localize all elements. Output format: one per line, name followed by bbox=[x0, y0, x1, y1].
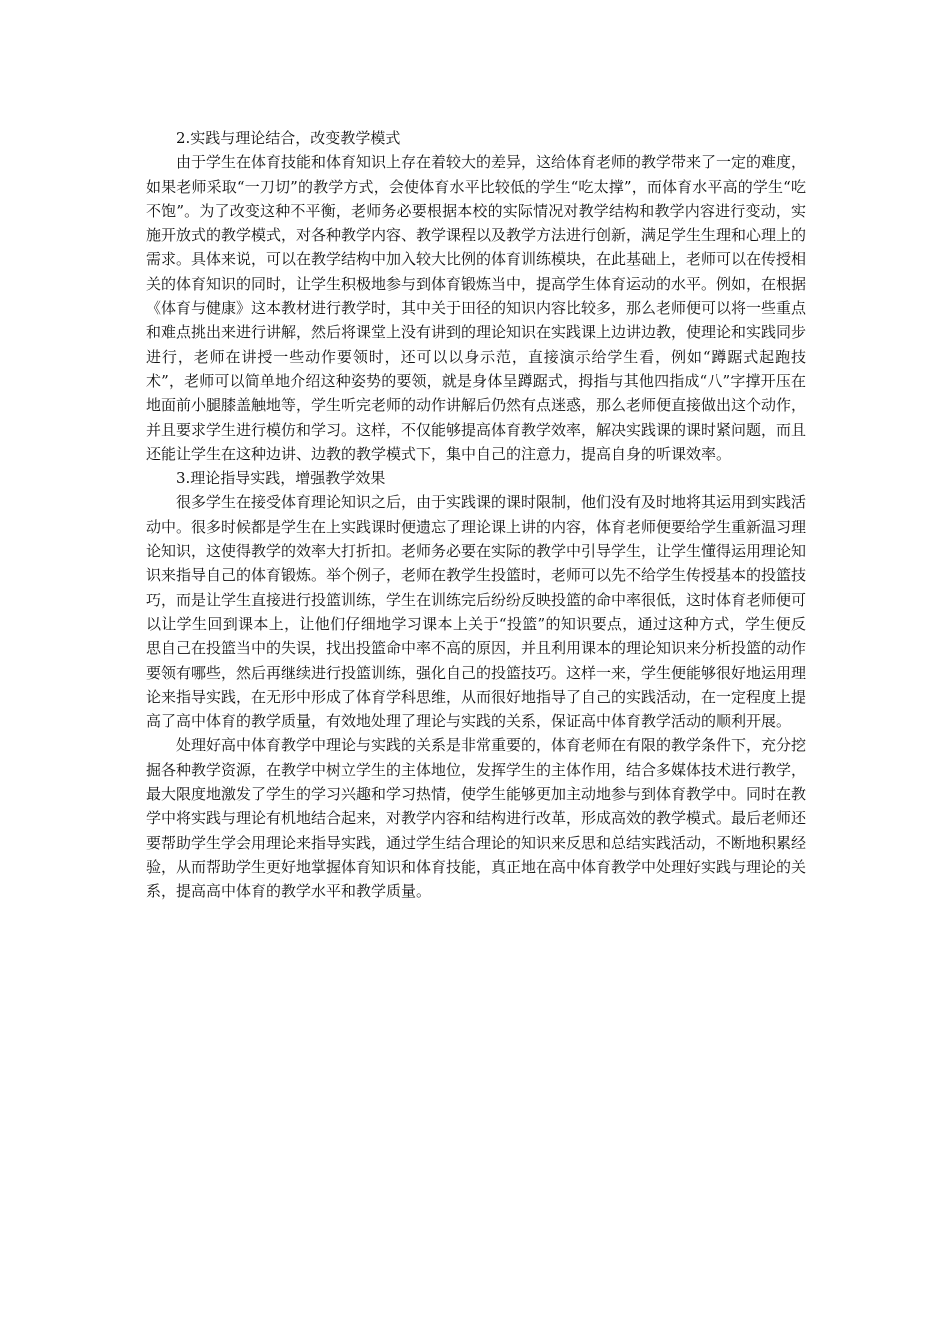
document-body bbox=[146, 126, 806, 904]
section-heading-practice-theory: 2.实践与理论结合，改变教学模式 bbox=[176, 129, 401, 147]
paragraph-shooting-example: 很多学生在接受体育理论知识之后，由于实践课的课时限制，他们没有及时地将其运用到实践活动中。很多时候都是学生在上实践课时便遗忘了理论课上讲的内容，体育老师便要给学生重新温习理论知识，这使得教学的效率大打折扣。老师务必要在实际的教学中引导学生，让学生懂得运用理论知识来指导自己的体育锻炼。举个例子，老师在教学生投篮时，老师可以先不给学生传授基本的投篮技巧，而是让学生直接进行投篮训练，学生在训练完后纷纷反映投篮的命中率很低，这时体育老师便可以让学生回到课本上，让他们仔细地学习课本上关于“投篮”的知识要点，通过这种方式，学生便反思自己在投篮当中的失误，找出投篮命中率不高的原因，并且利用课本的理论知识来分析投篮的动作要领有哪些，然后再继续进行投篮训练，强化自己的投篮技巧。这样一来，学生便能够很好地运用理论来指导实践，在无形中形成了体育学科思维，从而很好地指导了自己的实践活动，在一定程度上提高了高中体育的教学质量，有效地处理了理论与实践的关系，保证高中体育教学活动的顺利开展。 bbox=[146, 493, 807, 731]
paragraph-teaching-mode: 由于学生在体育技能和体育知识上存在着较大的差异，这给体育老师的教学带来了一定的难度，如果老师采取“一刀切”的教学方式，会使体育水平比较低的学生“吃太撑”，而体育水平高的学生“吃不饱”。为了改变这种不平衡，老师务必要根据本校的实际情况对教学结构和教学内容进行变动，实施开放式的教学模式，对各种教学内容、教学课程以及教学方法进行创新，满足学生生理和心理上的需求。具体来说，可以在教学结构中加入较大比例的体育训练模块，在此基础上，老师可以在传授相关的体育知识的同时，让学生积极地参与到体育锻炼当中，提高学生体育运动的水平。例如，在根据《体育与健康》这本教材进行教学时，其中关于田径的知识内容比较多，那么老师便可以将一些重点和难点挑出来进行讲解，然后将课堂上没有讲到的理论知识在实践课上边讲边教，使理论和实践同步进行，老师在讲授一些动作要领时，还可以以身示范，直接演示给学生看，例如“蹲踞式起跑技术”，老师可以简单地介绍这种姿势的要领，就是身体呈蹲踞式，拇指与其他四指成“八”字撑开压在地面前小腿膝盖触地等，学生听完老师的动作讲解后仍然有点迷惑，那么老师便直接做出这个动作，并且要求学生进行模仿和学习。这样，不仅能够提高体育教学效率，解决实践课的课时紧问题，而且还能让学生在这种边讲、边教的教学模式下，集中自己的注意力，提高自身的听课效率。 bbox=[146, 153, 807, 463]
section-heading-theory-guides-practice: 3.理论指导实践，增强教学效果 bbox=[176, 469, 386, 488]
paragraph-conclusion: 处理好高中体育教学中理论与实践的关系是非常重要的，体育老师在有限的教学条件下，充分挖掘各种教学资源，在教学中树立学生的主体地位，发挥学生的主体作用，结合多媒体技术进行教学，最大限度地激发了学生的学习兴趣和学习热情，使学生能够更加主动地参与到体育教学中。同时在教学中将实践与理论有机地结合起来，对教学内容和结构进行改革，形成高效的教学模式。最后老师还要帮助学生学会用理论来指导实践，通过学生结合理论的知识来反思和总结实践活动，不断地积累经验，从而帮助学生更好地掌握体育知识和体育技能，真正地在高中体育教学中处理好实践与理论的关系，提高高中体育的教学水平和教学质量。 bbox=[146, 736, 807, 901]
